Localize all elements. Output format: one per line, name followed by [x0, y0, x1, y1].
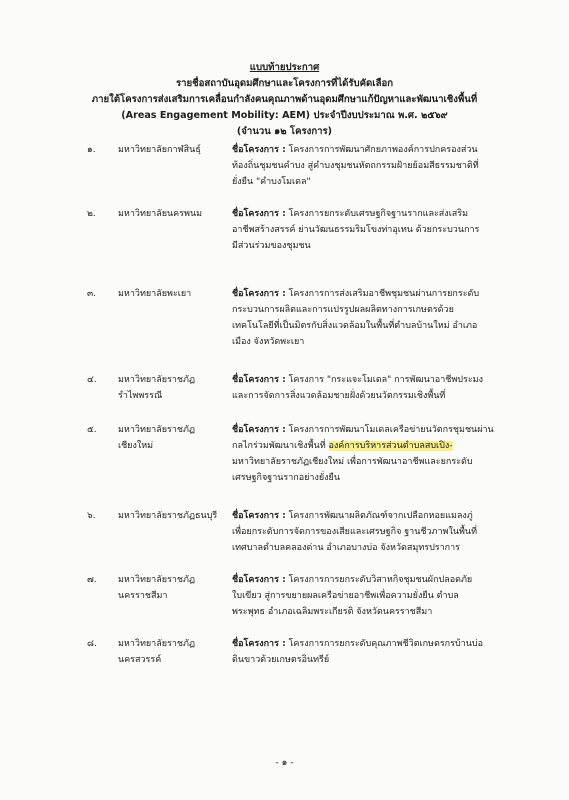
- project-text: โครงการยกระดับเศรษฐกิจฐานรากและส่งเสริม: [285, 209, 469, 219]
- project-line: เทคโนโลยีที่เป็นมิตรกับสิ่งแวดล้อมในพื้นที่ตำบลบ้านใหม่ อำเภอ: [232, 321, 478, 331]
- list-item: [0, 286, 569, 372]
- list-item: [0, 572, 569, 636]
- project-text: โครงการ "กระแจะโมเดล" การพัฒนาอาชีพประมง: [285, 375, 483, 385]
- university-line: มหาวิทยาลัยกาฬสินธุ์: [118, 145, 201, 155]
- project-description: [232, 206, 504, 254]
- project-line: [232, 572, 504, 588]
- header-list-title: รายชื่อสถาบันอุดมศึกษาและโครงการที่ได้รับคัดเลือก: [175, 78, 394, 89]
- page-number: - ๑ -: [275, 758, 294, 768]
- university-name: [118, 508, 230, 524]
- project-line: ยั่งยืน "คำบงโมเดล": [232, 177, 311, 187]
- project-line: มีส่วนร่วมของชุมชน: [232, 241, 311, 251]
- project-line: กระบวนการผลิตและการแปรรูปผลผลิตทางการเกษตรด้วย: [232, 305, 454, 315]
- project-line: และการจัดการสิ่งแวดล้อมชายฝั่งด้วยนวัตกรรมเชิงพื้นที่: [232, 391, 446, 401]
- project-line: ดินขาวด้วยเกษตรอินทรีย์: [232, 655, 330, 665]
- project-line: [232, 636, 504, 652]
- project-line: [232, 142, 504, 158]
- university-name: [118, 572, 230, 604]
- project-line: อาชีพสร้างสรรค์ ย่านวัฒนธรรมริมโขงท่าอุเทน ด้วยกระบวนการ: [232, 225, 480, 235]
- item-number: ๖.: [87, 511, 96, 521]
- highlighted-text: องค์การบริหารส่วนตำบลสบเปิง-: [328, 441, 453, 451]
- university-line: นครสวรรค์: [118, 655, 162, 665]
- project-description: [232, 142, 504, 190]
- project-text: โครงการการส่งเสริมอาชีพชุมชนผ่านการยกระดับ: [285, 289, 480, 299]
- university-line: มหาวิทยาลัยราชภัฏ: [118, 639, 195, 649]
- project-label: ชื่อโครงการ :: [232, 375, 286, 385]
- project-text: โครงการการพัฒนาโมเดลเครือข่ายนวัตกรชุมชนผ่าน: [285, 425, 494, 435]
- project-line: ท้องถิ่นชุมชนคำบง สู่คำบงชุมชนหัตถกรรมฝ้ายย้อมสีธรรมชาติที่: [232, 161, 479, 171]
- university-name: [118, 636, 230, 668]
- project-description: [232, 286, 504, 350]
- project-label: ชื่อโครงการ :: [232, 209, 286, 219]
- university-line: มหาวิทยาลัยราชภัฏ: [118, 575, 195, 585]
- project-label: ชื่อโครงการ :: [232, 289, 286, 299]
- project-text: โครงการพัฒนาผลิตภัณฑ์จากเปลือกหอยแมลงภู่: [285, 511, 473, 521]
- item-number: ๗.: [87, 575, 97, 585]
- project-text: โครงการการยกระดับคุณภาพชีวิตเกษตรกรบ้านบ่อ: [285, 639, 483, 649]
- project-label: ชื่อโครงการ :: [232, 511, 286, 521]
- project-line: เมือง จังหวัดพะเยา: [232, 337, 305, 347]
- project-label: ชื่อโครงการ :: [232, 425, 286, 435]
- university-line: มหาวิทยาลัยราชภัฏธนบุรี: [118, 511, 218, 521]
- project-line: [232, 286, 504, 302]
- header-annex-title: แบบท้ายประกาศ: [249, 62, 320, 73]
- university-name: [118, 286, 230, 302]
- item-number: ๘.: [87, 639, 97, 649]
- item-number: ๓.: [87, 289, 97, 299]
- header-project-count: (จำนวน ๑๒ โครงการ): [236, 126, 333, 137]
- project-text: โครงการการยกระดับวิสาหกิจชุมชนผักปลอดภัย: [285, 575, 473, 585]
- project-description: [232, 508, 504, 556]
- project-line: [232, 508, 504, 524]
- list-item: [0, 422, 569, 508]
- list-item: [0, 508, 569, 572]
- university-line: รำไพพรรณี: [118, 391, 163, 401]
- university-name: [118, 372, 230, 404]
- header-program-subtitle: (Areas Engagement Mobility: AEM) ประจำปีงบประมาณ พ.ศ. ๒๕๖๙: [121, 110, 448, 121]
- item-number: ๔.: [87, 375, 97, 385]
- project-line: [232, 422, 504, 438]
- project-line: พระพุทธ อำเภอเฉลิมพระเกียรติ จังหวัดนครราชสีมา: [232, 607, 433, 617]
- university-line: มหาวิทยาลัยนครพนม: [118, 209, 203, 219]
- project-label: ชื่อโครงการ :: [232, 145, 286, 155]
- university-line: มหาวิทยาลัยพะเยา: [118, 289, 192, 299]
- item-number: ๕.: [87, 425, 97, 435]
- project-label: ชื่อโครงการ :: [232, 575, 286, 585]
- item-number: ๒.: [87, 209, 96, 219]
- university-line: เชียงใหม่: [118, 441, 154, 451]
- list-item: [0, 142, 569, 206]
- project-list: [0, 142, 569, 676]
- university-name: [118, 422, 230, 454]
- project-line: เพื่อยกระดับการจัดการของเสียและเศรษฐกิจ ฐานชีวภาพในพื้นที่: [232, 527, 478, 537]
- project-description: [232, 422, 504, 486]
- project-text: กลไกร่วมพัฒนาเชิงพื้นที่: [232, 441, 329, 451]
- project-description: [232, 572, 504, 620]
- project-line: ใบเขียว สู่การขยายผลเครือข่ายอาชีพเพื่อความยั่งยืน ตำบล: [232, 591, 459, 601]
- university-name: [118, 206, 230, 222]
- university-line: นครราชสีมา: [118, 591, 168, 601]
- list-item: [0, 206, 569, 286]
- project-description: [232, 636, 504, 668]
- project-line: [232, 372, 504, 388]
- university-line: มหาวิทยาลัยราชภัฏ: [118, 425, 195, 435]
- project-text: โครงการการพัฒนาศักยภาพองค์การปกครองส่วน: [285, 145, 478, 155]
- project-line: [232, 438, 504, 454]
- list-item: [0, 636, 569, 676]
- university-name: [118, 142, 230, 158]
- project-label: ชื่อโครงการ :: [232, 639, 286, 649]
- announcement-header: [0, 60, 569, 140]
- project-line: เทศบาลตำบลคลองด่าน อำเภอบางบ่อ จังหวัดสมุทรปราการ: [232, 543, 461, 553]
- project-description: [232, 372, 504, 404]
- list-item: [0, 372, 569, 422]
- project-line: มหาวิทยาลัยราชภัฏเชียงใหม่ เพื่อการพัฒนาอาชีพและยกระดับ: [232, 457, 473, 467]
- university-line: มหาวิทยาลัยราชภัฏ: [118, 375, 195, 385]
- item-number: ๑.: [87, 145, 96, 155]
- project-line: เศรษฐกิจฐานรากอย่างยั่งยืน: [232, 473, 340, 483]
- header-program-title: ภายใต้โครงการส่งเสริมการเคลื่อนกำลังคนคุณภาพด้านอุดมศึกษาแก้ปัญหาและพัฒนาเชิงพื้นที่: [91, 94, 478, 105]
- project-line: [232, 206, 504, 222]
